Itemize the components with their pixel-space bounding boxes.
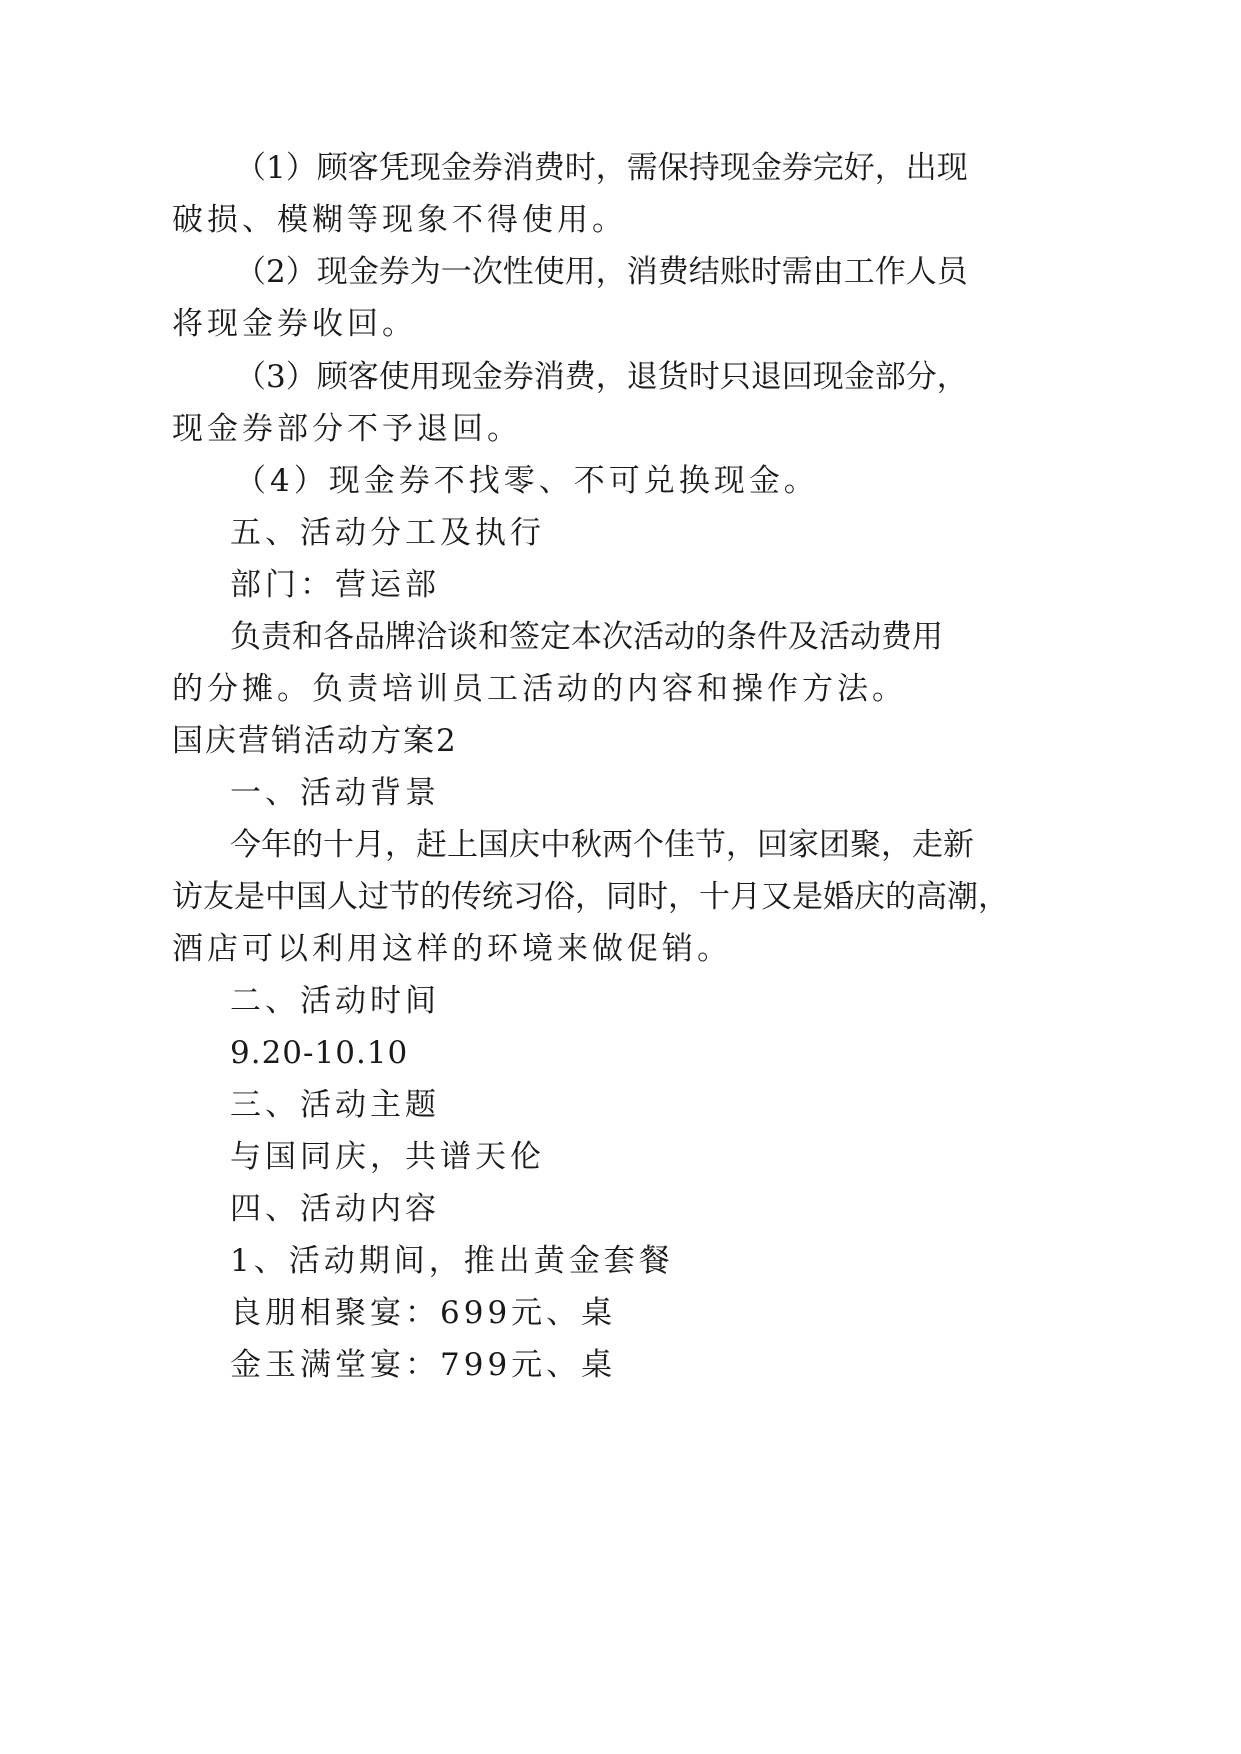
section-heading: 二、活动时间 bbox=[230, 983, 440, 1019]
paragraph-line: （1）顾客凭现金券消费时，需保持现金券完好，出现 bbox=[235, 150, 968, 186]
paragraph-line: 1、活动期间，推出黄金套餐 bbox=[230, 1243, 674, 1279]
paragraph-line: 将现金券收回。 bbox=[172, 306, 417, 342]
menu-item-line: 金玉满堂宴：799元、桌 bbox=[230, 1347, 617, 1383]
paragraph-line: 酒店可以利用这样的环境来做促销。 bbox=[172, 931, 732, 967]
paragraph-line: （2）现金券为一次性使用，消费结账时需由工作人员 bbox=[235, 254, 968, 290]
section-heading: 三、活动主题 bbox=[230, 1087, 440, 1123]
menu-item-line: 良朋相聚宴：699元、桌 bbox=[230, 1295, 617, 1331]
paragraph-line: 与国同庆，共谱天伦 bbox=[230, 1139, 545, 1175]
paragraph-line: 部门：营运部 bbox=[230, 567, 440, 603]
paragraph-line: （3）顾客使用现金券消费，退货时只退回现金部分， bbox=[235, 359, 968, 395]
paragraph-line: 现金券部分不予退回。 bbox=[172, 411, 522, 447]
paragraph-line: 访友是中国人过节的传统习俗，同时，十月又是婚庆的高潮， bbox=[172, 879, 1009, 915]
paragraph-line: 的分摊。负责培训员工活动的内容和操作方法。 bbox=[172, 671, 907, 707]
paragraph-line: （4）现金券不找零、不可兑换现金。 bbox=[235, 463, 819, 499]
section-heading: 四、活动内容 bbox=[230, 1191, 440, 1227]
document-title: 国庆营销活动方案2 bbox=[172, 723, 458, 759]
section-heading: 五、活动分工及执行 bbox=[230, 515, 545, 551]
paragraph-line: 今年的十月，赶上国庆中秋两个佳节，回家团聚，走新 bbox=[230, 827, 974, 863]
paragraph-line: 破损、模糊等现象不得使用。 bbox=[172, 202, 627, 238]
paragraph-line: 9.20-10.10 bbox=[230, 1035, 409, 1071]
paragraph-line: 负责和各品牌洽谈和签定本次活动的条件及活动费用 bbox=[230, 619, 943, 655]
section-heading: 一、活动背景 bbox=[230, 775, 440, 811]
